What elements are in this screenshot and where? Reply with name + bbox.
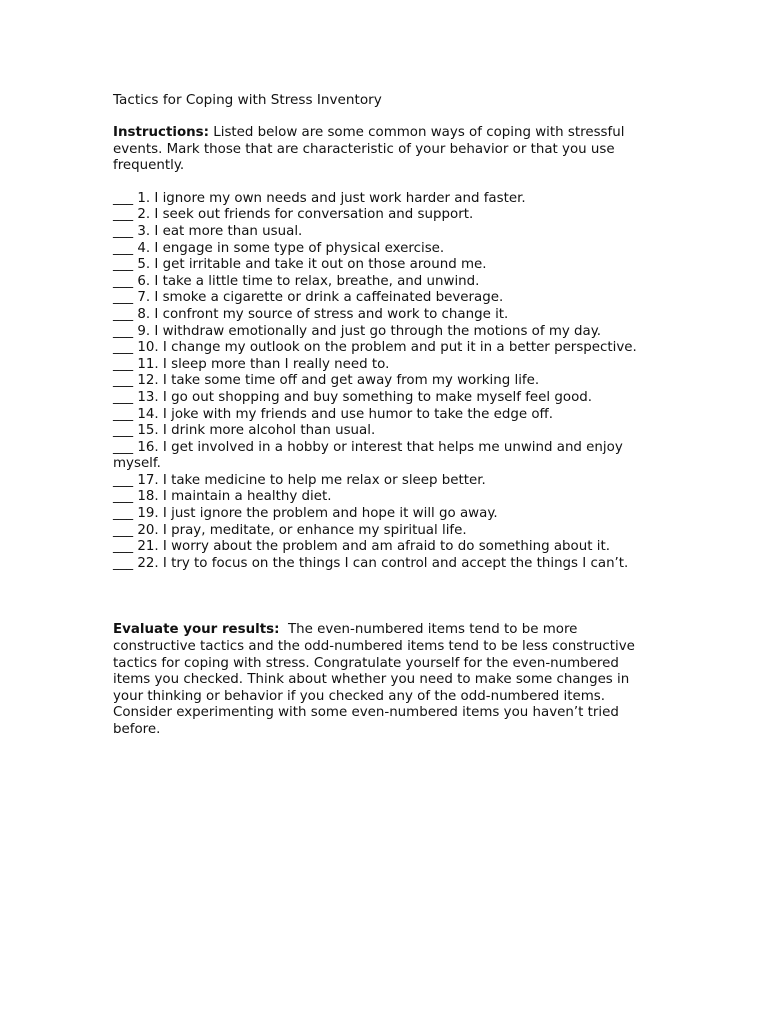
evaluate-label: Evaluate your results: xyxy=(113,622,280,638)
instructions-text: Listed below are some common ways of coping with stressful events. Mark those that are characteristic of your behavior or that you use frequently. xyxy=(113,125,625,174)
evaluate-paragraph xyxy=(113,622,658,738)
evaluate-text: The even-numbered items tend to be more constructive tactics and the odd-numbered items tend to be less constructive tactics for coping with stress. Congratulate yourself for the even-numbered items you checked. Think about whether you need to make some changes in your thinking or behavior if you checked any of the odd-numbered items. Consider experimenting with some even-numbered items you haven’t tried before. xyxy=(113,622,640,737)
inventory-item: ___ 3. I eat more than usual. xyxy=(113,223,303,239)
document-page xyxy=(113,92,658,739)
inventory-item: ___ 5. I get irritable and take it out on those around me. xyxy=(113,257,487,273)
instructions-paragraph xyxy=(113,125,658,175)
inventory-item: ___ 2. I seek out friends for conversation and support. xyxy=(113,207,474,223)
inventory-item: ___ 6. I take a little time to relax, breathe, and unwind. xyxy=(113,273,480,289)
inventory-item: ___ 14. I joke with my friends and use humor to take the edge off. xyxy=(113,406,554,422)
instructions-label: Instructions: xyxy=(113,125,210,140)
inventory-item: ___ 10. I change my outlook on the problem and put it in a better perspective. xyxy=(113,340,637,356)
inventory-item: ___ 12. I take some time off and get away from my working life. xyxy=(113,373,540,389)
inventory-item: ___ 9. I withdraw emotionally and just go through the motions of my day. xyxy=(113,323,602,339)
document-title: Tactics for Coping with Stress Inventory xyxy=(113,92,382,108)
inventory-item: ___ 19. I just ignore the problem and hope it will go away. xyxy=(113,506,498,522)
inventory-item: ___ 15. I drink more alcohol than usual. xyxy=(113,423,376,439)
inventory-item: ___ 17. I take medicine to help me relax or sleep better. xyxy=(113,472,486,488)
inventory-item: ___ 1. I ignore my own needs and just work harder and faster. xyxy=(113,190,526,206)
inventory-item: ___ 18. I maintain a healthy diet. xyxy=(113,489,332,505)
inventory-item: ___ 4. I engage in some type of physical exercise. xyxy=(113,240,445,256)
inventory-item: ___ 7. I smoke a cigarette or drink a caffeinated beverage. xyxy=(113,290,504,306)
inventory-item: ___ 11. I sleep more than I really need to. xyxy=(113,356,390,372)
inventory-item: ___ 8. I confront my source of stress and work to change it. xyxy=(113,306,509,322)
inventory-item: ___ 22. I try to focus on the things I can control and accept the things I can’t. xyxy=(113,555,629,571)
inventory-list xyxy=(113,191,658,573)
inventory-item: ___ 16. I get involved in a hobby or interest that helps me unwind and enjoy myself. xyxy=(113,439,623,472)
inventory-item: ___ 21. I worry about the problem and am afraid to do something about it. xyxy=(113,539,610,555)
inventory-item: ___ 13. I go out shopping and buy something to make myself feel good. xyxy=(113,389,593,405)
inventory-item: ___ 20. I pray, meditate, or enhance my spiritual life. xyxy=(113,522,467,538)
